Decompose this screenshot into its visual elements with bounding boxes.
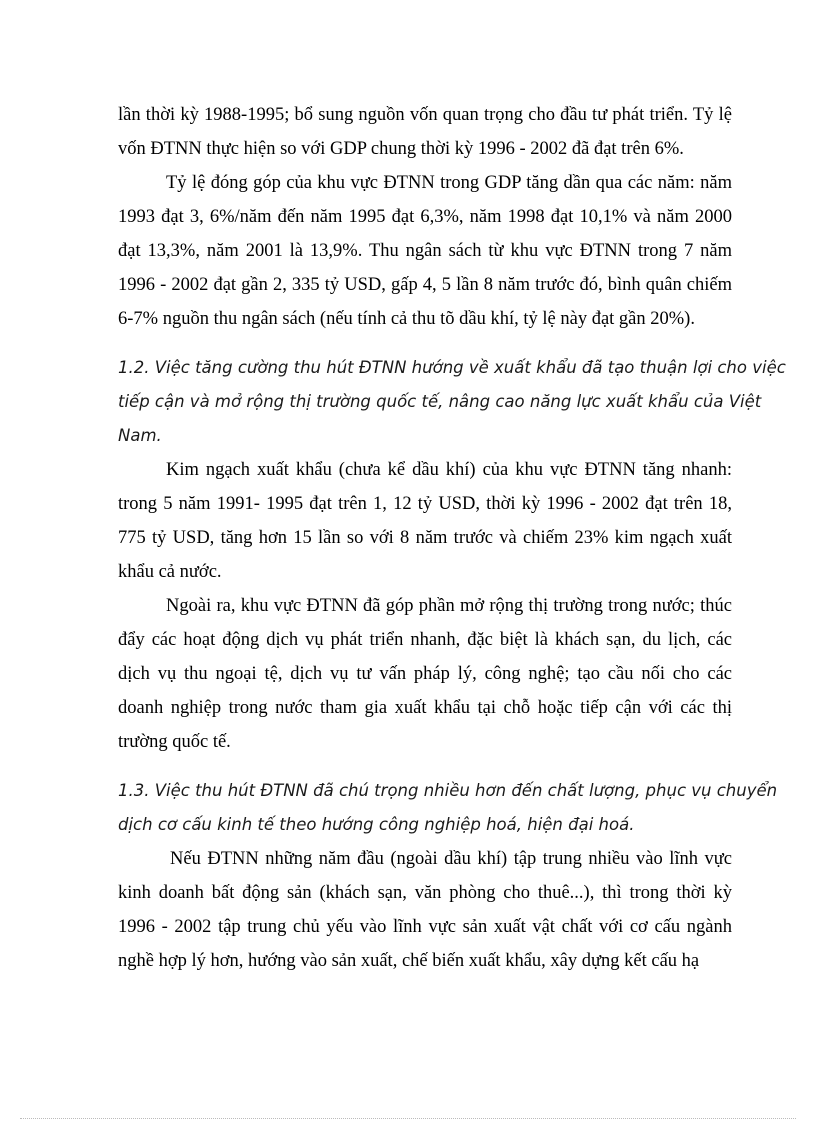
paragraph-export-turnover <box>118 453 732 589</box>
text-line: khẩu cả nước. <box>118 562 222 582</box>
text-line: 6-7% nguồn thu ngân sách (nếu tính cả thu tõ dầu khí, tỷ lệ này đạt gần 20%). <box>118 309 695 329</box>
page-bottom-divider <box>20 1118 796 1119</box>
paragraph-gdp-contribution <box>118 166 732 336</box>
text-line: kinh doanh bất động sản (khách sạn, văn phòng cho thuê...), thì trong thời kỳ <box>118 883 732 903</box>
text-line: Tỷ lệ đóng góp của khu vực ĐTNN trong GDP tăng dần qua các năm: năm <box>166 173 732 193</box>
paragraph-investment-structure <box>118 842 732 978</box>
text-line: đẩy các hoạt động dịch vụ phát triển nhanh, đặc biệt là khách sạn, du lịch, các <box>118 630 732 650</box>
text-line: dịch vụ thu ngoại tệ, dịch vụ tư vấn pháp lý, công nghệ; tạo cầu nối cho các <box>118 664 732 684</box>
heading-line: tiếp cận và mở rộng thị trường quốc tế, nâng cao năng lực xuất khẩu của Việt <box>118 392 762 411</box>
heading-line: 1.3. Việc thu hút ĐTNN đã chú trọng nhiều hơn đến chất lượng, phục vụ chuyển <box>118 781 778 800</box>
text-line: doanh nghiệp trong nước tham gia xuất khẩu tại chỗ hoặc tiếp cận với các thị <box>118 698 732 718</box>
text-line: trong 5 năm 1991- 1995 đạt trên 1, 12 tỷ USD, thời kỳ 1996 - 2002 đạt trên 18, <box>118 494 732 514</box>
text-line: vốn ĐTNN thực hiện so với GDP chung thời kỳ 1996 - 2002 đã đạt trên 6%. <box>118 139 684 159</box>
text-line: đạt 13,3%, năm 2001 là 13,9%. Thu ngân sách từ khu vực ĐTNN trong 7 năm <box>118 241 732 261</box>
paragraph-intro-continuation <box>118 98 732 166</box>
document-page <box>118 98 786 978</box>
text-line: lần thời kỳ 1988-1995; bổ sung nguồn vốn quan trọng cho đầu tư phát triển. Tỷ lệ <box>118 105 732 125</box>
section-heading-1-2 <box>118 351 786 453</box>
text-line: Kim ngạch xuất khẩu (chưa kể dầu khí) của khu vực ĐTNN tăng nhanh: <box>166 460 732 480</box>
text-line: 1993 đạt 3, 6%/năm đến năm 1995 đạt 6,3%, năm 1998 đạt 10,1% và năm 2000 <box>118 207 732 227</box>
paragraph-domestic-market <box>118 589 732 759</box>
text-line: 1996 - 2002 tập trung chủ yếu vào lĩnh vực sản xuất vật chất với cơ cấu ngành <box>118 917 732 937</box>
heading-line: dịch cơ cấu kinh tế theo hướng công nghiệp hoá, hiện đại hoá. <box>118 815 635 834</box>
text-line: Ngoài ra, khu vực ĐTNN đã góp phần mở rộng thị trường trong nước; thúc <box>166 596 732 616</box>
text-line: trường quốc tế. <box>118 732 231 752</box>
text-line: 775 tỷ USD, tăng hơn 15 lần so với 8 năm trước và chiếm 23% kim ngạch xuất <box>118 528 732 548</box>
section-heading-1-3 <box>118 774 778 842</box>
heading-line: Nam. <box>118 426 162 445</box>
heading-line: 1.2. Việc tăng cường thu hút ĐTNN hướng về xuất khẩu đã tạo thuận lợi cho việc <box>118 358 786 377</box>
text-line: nghề hợp lý hơn, hướng vào sản xuất, chế biến xuất khẩu, xây dựng kết cấu hạ <box>118 951 700 971</box>
text-line: Nếu ĐTNN những năm đầu (ngoài dầu khí) tập trung nhiều vào lĩnh vực <box>170 849 732 869</box>
text-line: 1996 - 2002 đạt gần 2, 335 tỷ USD, gấp 4, 5 lần 8 năm trước đó, bình quân chiếm <box>118 275 732 295</box>
